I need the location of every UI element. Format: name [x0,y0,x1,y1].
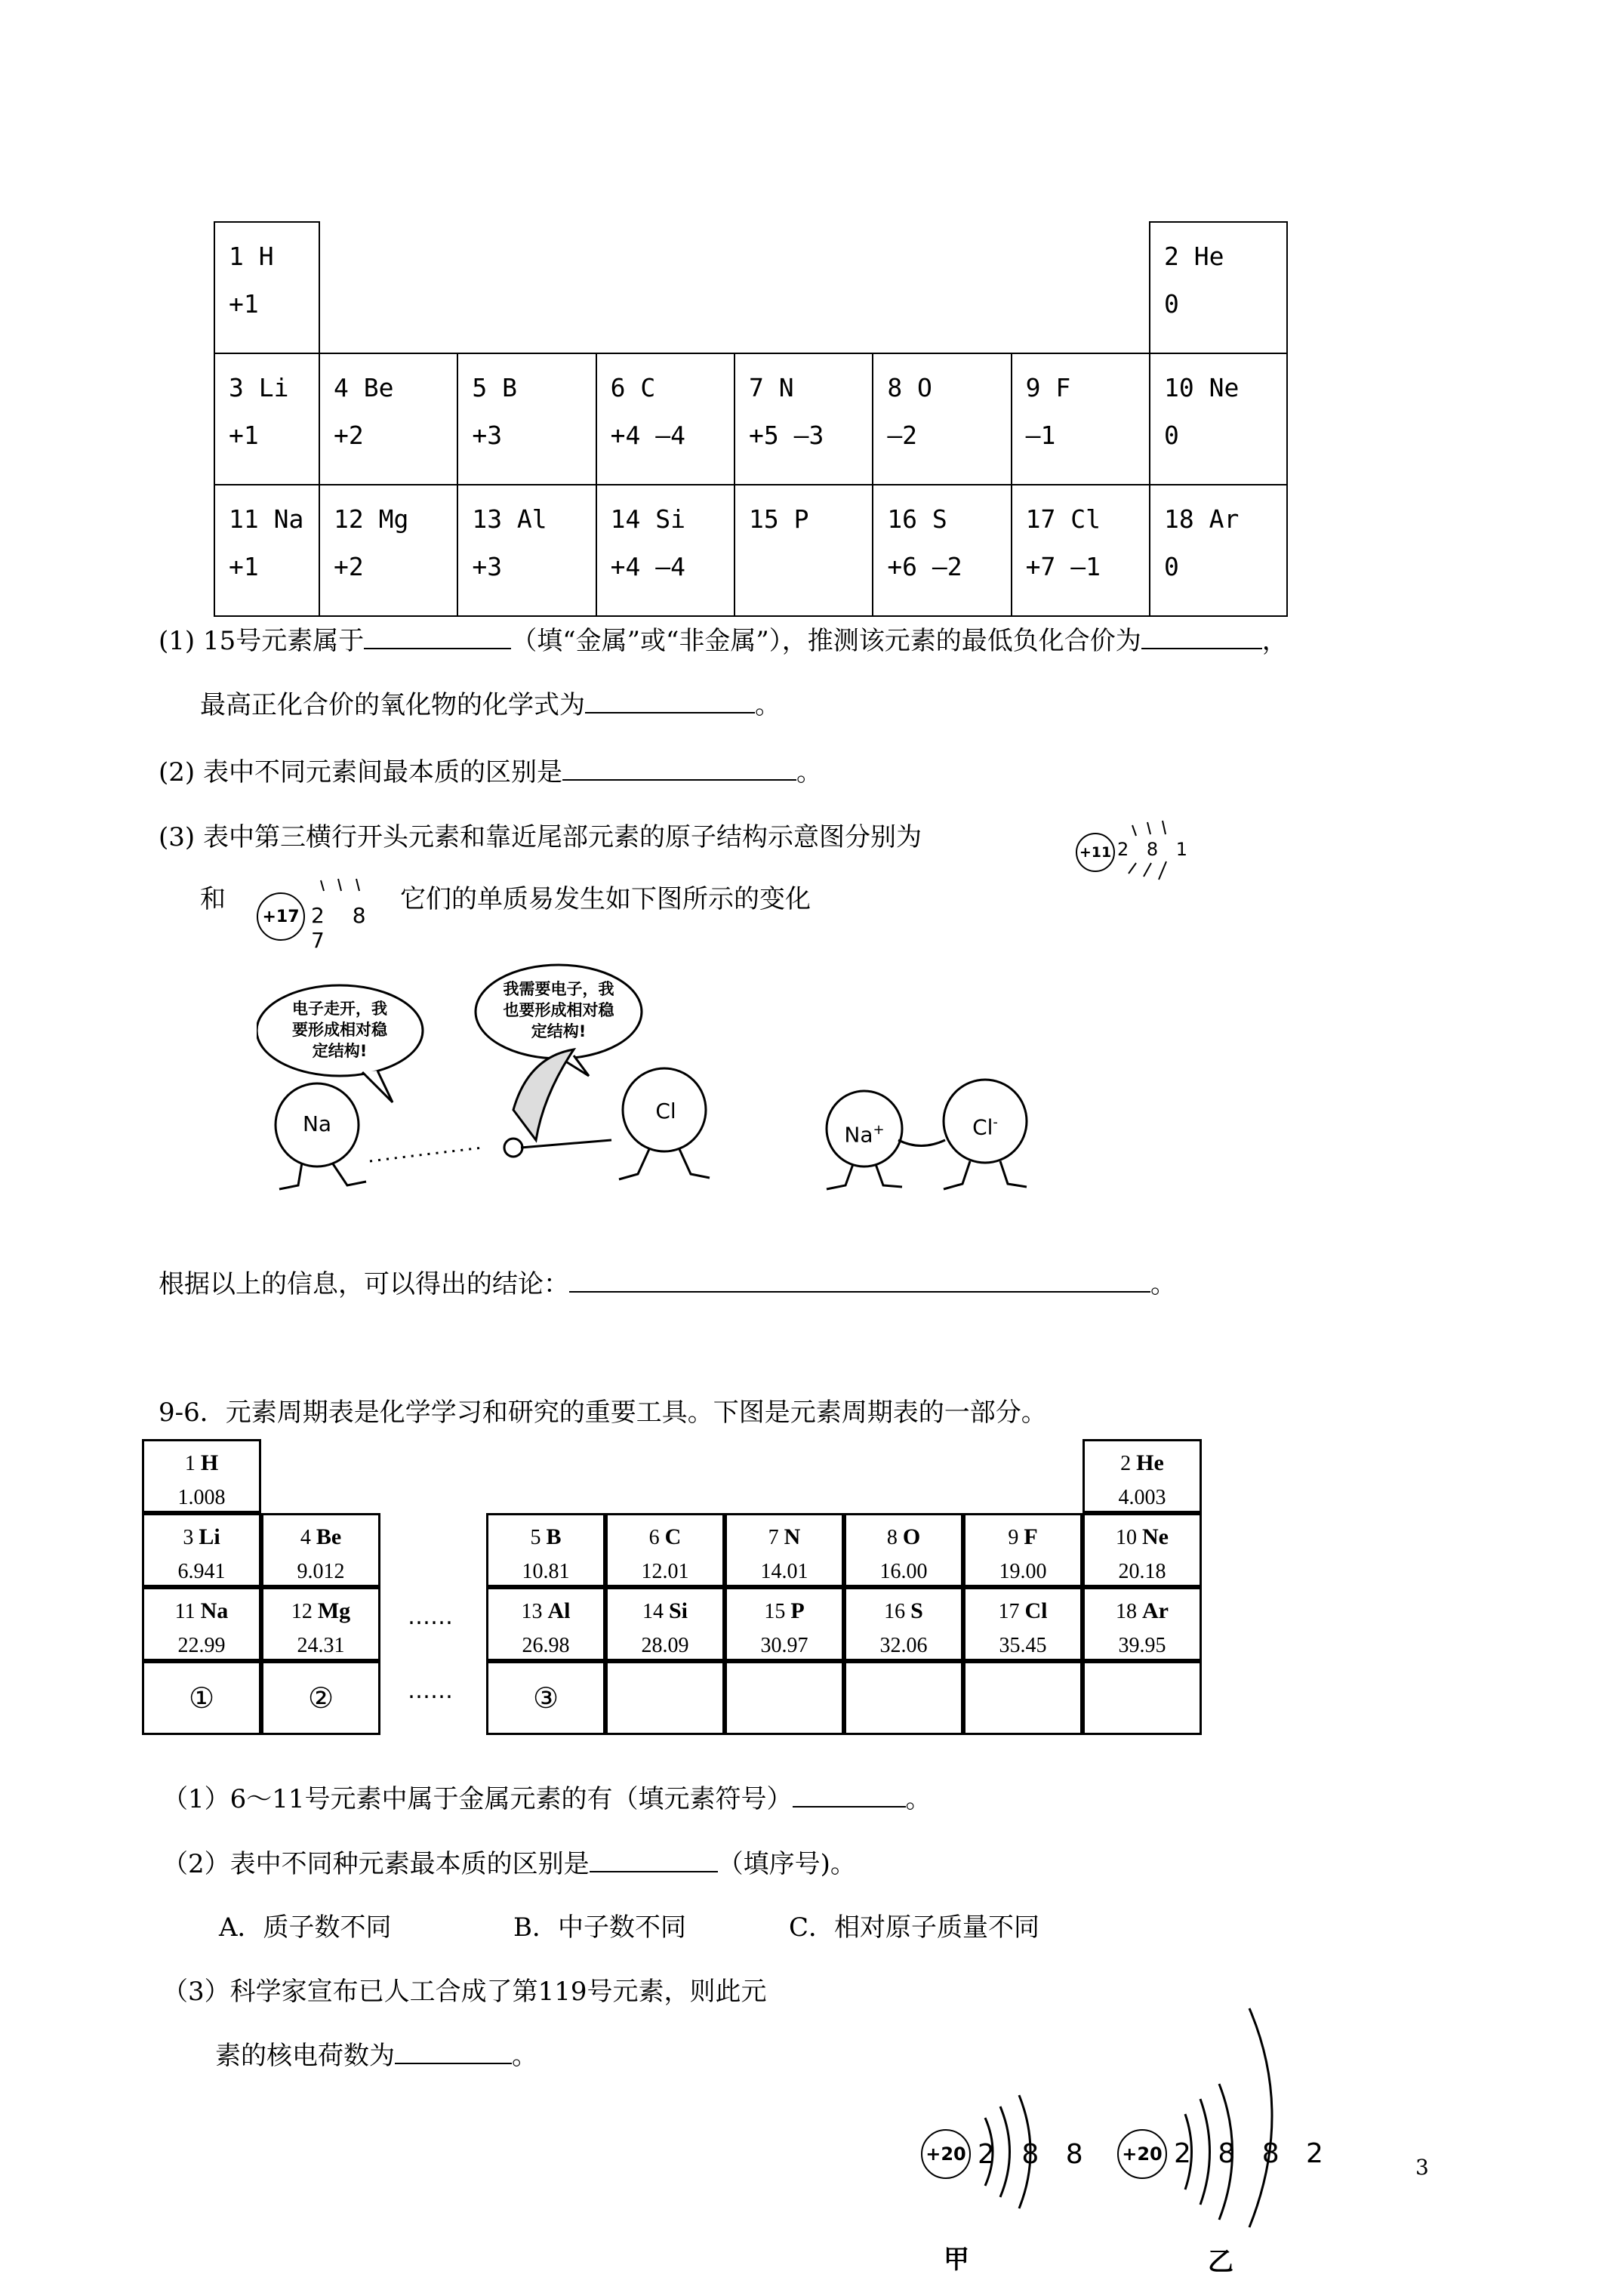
element-number-symbol [846,1598,961,1625]
element-valence: —1 [1025,421,1056,450]
cartoon-illustration [257,959,1087,1200]
question-5-text-b: （填序号)。 [717,1849,856,1879]
atomic-mass: 20.18 [1118,1560,1166,1583]
element-symbol: H [200,1450,219,1475]
question-5 [162,1848,856,1880]
element-cell [486,1587,605,1661]
element-cell [142,1587,261,1661]
valence-table [214,221,1288,617]
element-number-symbol [727,1598,842,1625]
atomic-number: 13 [521,1600,548,1623]
question-6-line-1: （3）科学家宣布已人工合成了第119号元素，则此元 [162,1977,767,2007]
element-symbol: Na [200,1598,229,1623]
electron-shell-arcs [1113,2001,1332,2242]
circled-number: ③ [532,1683,559,1715]
element-symbol: Al [547,1598,571,1623]
element-symbol: He [1136,1450,1164,1475]
nucleus-yi: +20 [1117,2129,1167,2179]
marker-cell [142,1661,261,1735]
atomic-mass: 14.01 [760,1560,808,1583]
atomic-number: 9 [1008,1526,1024,1549]
element-valence: +6 —2 [887,552,962,581]
element-symbol: 15 P [748,504,809,534]
marker-cell [261,1661,380,1735]
question-1-text-a: (1) 15号元素属于 [159,626,365,656]
element-symbol: Ne [1142,1524,1169,1549]
element-symbol: F [1024,1524,1038,1549]
atomic-mass: 1.008 [177,1486,226,1509]
element-valence: +4 —4 [610,552,685,581]
element-valence: +2 [334,552,364,581]
answer-blank [1141,625,1262,649]
atomic-number: 15 [764,1600,791,1623]
circled-number: ② [307,1683,334,1715]
speech-bubble-cl [483,978,634,1042]
element-valence: +5 —3 [748,421,824,450]
marker-cell [486,1661,605,1735]
element-cell [1012,353,1150,485]
atomic-mass: 12.01 [641,1560,689,1583]
element-cell [725,1587,844,1661]
element-cell [844,1587,963,1661]
answer-blank [569,1268,1150,1293]
option-b: B．中子数不同 [513,1912,686,1943]
bubble-line: 也要形成相对稳 [503,1001,614,1019]
atomic-mass: 39.95 [1118,1634,1166,1657]
bubble-line: 要形成相对稳 [292,1021,387,1039]
question-2-text-b: 。 [796,757,822,787]
element-cell [261,1513,380,1587]
question-1-text-c: ， [1261,626,1288,656]
element-symbol: 13 Al [472,504,547,534]
atomic-number: 3 [183,1526,199,1549]
atomic-mass: 28.09 [641,1634,689,1657]
atomic-number: 1 [184,1452,201,1475]
element-cell [457,485,596,616]
element-valence [749,529,872,608]
element-valence: +1 [229,289,259,319]
conclusion-text-b: 。 [1150,1269,1176,1299]
element-cell [735,353,873,485]
element-number-symbol [263,1598,378,1625]
element-symbol: N [784,1524,801,1549]
atomic-mass: 26.98 [522,1634,570,1657]
circled-number: ① [188,1683,215,1715]
answer-blank [364,625,511,649]
bubble-line: 定结构! [312,1042,368,1060]
conclusion-text-a: 根据以上的信息，可以得出的结论： [159,1269,569,1299]
element-cell [1150,222,1287,353]
element-symbol: 14 Si [610,504,685,534]
cl-ion-charge: - [993,1114,998,1130]
answer-blank [562,757,796,781]
atom-diagram-yi [1113,2001,1332,2280]
element-number-symbol [144,1524,259,1551]
element-number-symbol [608,1524,722,1551]
label-jia: 甲 [944,2245,969,2275]
option-a: A．质子数不同 [219,1912,392,1943]
element-cell [1012,485,1150,616]
element-symbol: 3 Li [229,373,289,402]
atomic-mass: 4.003 [1118,1486,1166,1509]
shell-electrons-yi: 2 8 8 2 [1174,2138,1332,2169]
element-cell [873,485,1011,616]
shell-electrons-na: 2 8 1 [1117,839,1194,860]
atomic-mass: 32.06 [879,1634,928,1657]
element-cell [319,353,457,485]
atomic-number: 10 [1116,1526,1142,1549]
answer-blank [585,689,755,713]
empty-cell [725,1661,844,1735]
question-1-text-e: 。 [755,690,781,720]
element-cell [214,353,319,485]
element-symbol: Be [316,1524,342,1549]
element-symbol: Mg [317,1598,351,1623]
element-symbol: P [790,1598,805,1623]
atomic-mass: 22.99 [177,1634,226,1657]
question-2 [159,757,822,788]
element-number-symbol [488,1524,603,1551]
element-valence: +3 [472,552,503,581]
element-number-symbol [1085,1450,1200,1477]
question-4-text-b: 。 [905,1784,932,1814]
question-6-line-2 [215,2040,537,2072]
question-1-line-1 [159,625,1288,657]
conclusion-line [159,1268,1176,1300]
element-number-symbol [144,1598,259,1625]
answer-blank [395,2040,512,2064]
element-symbol: O [902,1524,921,1549]
label-yi: 乙 [1208,2247,1233,2277]
empty-cell [319,222,1150,353]
element-cell [142,1439,261,1513]
atomic-mass: 30.97 [760,1634,808,1657]
nucleus-jia: +20 [921,2129,971,2179]
question-5-text-a: （2）表中不同种元素最本质的区别是 [162,1849,590,1879]
element-cell [1083,1439,1202,1513]
element-valence: +7 —1 [1025,552,1101,581]
element-symbol: C [664,1524,682,1549]
na-ion-charge: + [873,1122,885,1138]
element-symbol: 10 Ne [1164,373,1240,402]
element-number-symbol [727,1524,842,1551]
element-cell [596,485,735,616]
element-cell [1083,1587,1202,1661]
question-4-text-a: （1）6～11号元素中属于金属元素的有（填元素符号） [162,1784,793,1814]
element-number-symbol [1085,1598,1200,1625]
element-symbol: 6 C [610,373,656,402]
element-symbol: 2 He [1164,242,1224,271]
table-row [214,485,1287,616]
question-1-line-2 [200,689,781,721]
element-cell [1150,485,1287,616]
question-6-text-a: 素的核电荷数为 [215,2041,395,2071]
element-valence: 0 [1164,289,1179,319]
element-valence: 0 [1164,421,1179,450]
atom-diagram-jia [917,2080,1098,2276]
nucleus-na: +11 [1076,833,1115,872]
atomic-number: 2 [1120,1452,1137,1475]
element-cell [457,353,596,485]
atomic-number: 6 [648,1526,665,1549]
atomic-number: 18 [1116,1600,1142,1623]
question-1-text-d: 最高正化合价的氧化物的化学式为 [200,690,585,720]
question-6-text-b: 。 [512,2041,537,2071]
element-symbol: Ar [1142,1598,1169,1623]
element-symbol: 18 Ar [1164,504,1240,534]
element-number-symbol [488,1598,603,1625]
element-cell [844,1513,963,1587]
atomic-number: 16 [884,1600,911,1623]
atomic-number: 4 [300,1526,316,1549]
element-number-symbol [1085,1524,1200,1551]
element-symbol: 8 O [887,373,932,402]
ellipsis-gap: …… [408,1604,453,1630]
atomic-mass: 35.45 [999,1634,1047,1657]
element-cell [735,485,873,616]
element-cell [1150,353,1287,485]
element-cell [596,353,735,485]
empty-cell [963,1661,1083,1735]
table-row [214,353,1287,485]
question-2-text-a: (2) 表中不同元素间最本质的区别是 [159,757,562,787]
ellipsis-gap: …… [408,1678,453,1704]
atomic-mass: 19.00 [999,1560,1047,1583]
speech-bubble-na [264,998,415,1062]
atomic-number: 5 [530,1526,547,1549]
element-cell [214,222,319,353]
question-3-and: 和 [200,884,226,914]
element-cell [142,1513,261,1587]
element-number-symbol [965,1524,1080,1551]
atom-diagram-cl [257,876,393,951]
element-cell [725,1513,844,1587]
element-number-symbol [263,1524,378,1551]
answer-blank [590,1848,718,1872]
element-valence: +1 [229,421,259,450]
element-cell [319,485,457,616]
element-cell [605,1513,725,1587]
atomic-number: 12 [291,1600,318,1623]
element-cell [486,1513,605,1587]
element-cell [963,1513,1083,1587]
cl-ion-symbol: Cl [972,1114,993,1140]
question-3-line-2: 它们的单质易发生如下图所示的变化 [400,884,811,914]
element-symbol: B [546,1524,562,1549]
element-symbol: 1 H [229,242,274,271]
element-symbol: Si [668,1598,688,1623]
shell-electrons-jia: 2 8 8 [978,2139,1092,2170]
atomic-number: 17 [998,1600,1025,1623]
element-number-symbol [965,1598,1080,1625]
bubble-line: 我需要电子，我 [503,980,614,998]
element-symbol: 5 B [472,373,517,402]
element-symbol: Cl [1024,1598,1048,1623]
atomic-mass: 6.941 [177,1560,226,1583]
element-number-symbol [846,1524,961,1551]
section-title: 9-6．元素周期表是化学学习和研究的重要工具。下图是元素周期表的一部分。 [159,1398,1047,1428]
element-symbol: S [910,1598,923,1623]
empty-cell [1083,1661,1202,1735]
atomic-number: 7 [768,1526,784,1549]
table-row [214,222,1287,353]
element-cell [873,353,1011,485]
na-label: Na [302,1111,332,1136]
element-valence: +1 [229,552,259,581]
bubble-line: 电子走开，我 [292,1000,387,1018]
page-number: 3 [1415,2155,1429,2180]
atomic-number: 11 [174,1600,201,1623]
option-c: C．相对原子质量不同 [789,1912,1040,1943]
element-valence: +3 [472,421,503,450]
element-cell [1083,1513,1202,1587]
empty-cell [844,1661,963,1735]
answer-blank [793,1783,906,1808]
atom-diagram-na [1076,812,1196,887]
element-valence: +4 —4 [610,421,685,450]
shell-electrons-cl: 2 8 7 [311,903,377,953]
atomic-number: 8 [886,1526,903,1549]
question-1-text-b: （填“金属”或“非金属”），推测该元素的最低负化合价为 [511,626,1141,656]
element-cell [963,1587,1083,1661]
atomic-number: 14 [642,1600,669,1623]
element-symbol: 9 F [1025,373,1071,402]
element-symbol: 17 Cl [1025,504,1101,534]
cartoon-drawing [257,959,1087,1200]
element-cell [261,1587,380,1661]
element-symbol: 7 N [748,373,794,402]
element-number-symbol [144,1450,259,1477]
atomic-mass: 16.00 [879,1560,928,1583]
element-symbol: 12 Mg [334,504,409,534]
element-valence: —2 [887,421,918,450]
element-valence: 0 [1164,552,1179,581]
element-cell [214,485,319,616]
atomic-mass: 10.81 [522,1560,570,1583]
element-cell [605,1587,725,1661]
atomic-mass: 9.012 [297,1560,345,1583]
na-ion-symbol: Na [844,1122,873,1148]
na-ion-label [842,1120,887,1148]
element-symbol: 16 S [887,504,947,534]
element-symbol: 4 Be [334,373,394,402]
element-valence: +2 [334,421,364,450]
question-3-line-1: (3) 表中第三横行开头元素和靠近尾部元素的原子结构示意图分别为 [159,822,922,852]
element-symbol: Li [199,1524,220,1549]
question-4 [162,1783,932,1815]
bubble-line: 定结构! [531,1022,587,1040]
cl-ion-label [962,1112,1008,1138]
cl-label: Cl [655,1099,676,1123]
element-symbol: 11 Na [229,504,304,534]
empty-cell [605,1661,725,1735]
element-number-symbol [608,1598,722,1625]
nucleus-cl: +17 [257,892,305,941]
atomic-mass: 24.31 [297,1634,345,1657]
